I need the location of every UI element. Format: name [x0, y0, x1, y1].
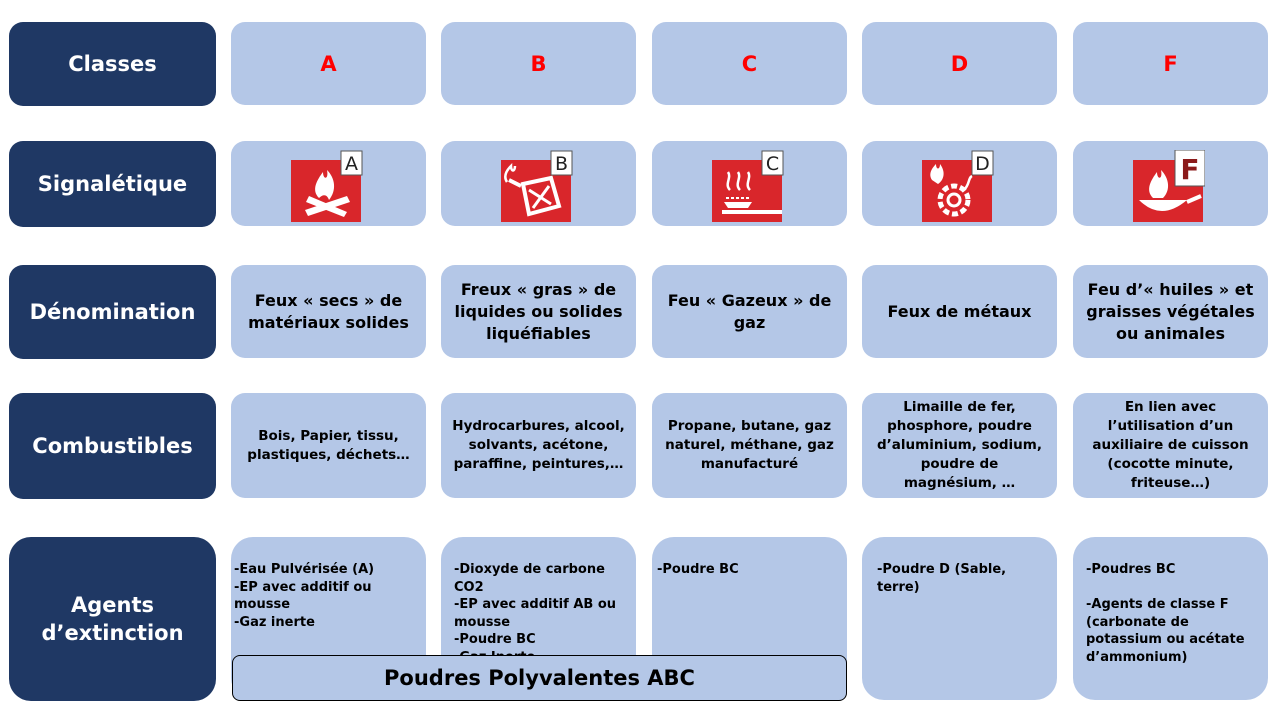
agents-cell-f	[1073, 537, 1268, 700]
combustibles-cell-a	[231, 393, 426, 498]
row-header-signaletique-label: Signalétique	[37, 172, 188, 196]
agents-list	[877, 561, 1053, 596]
pictogram-letter: F	[1180, 153, 1200, 186]
row-header-combustibles-label: Combustibles	[32, 434, 193, 458]
row-header-agents	[9, 537, 216, 701]
combustibles-text: En lien avec l’utilisation d’un auxiliaire de cuisson (cocotte minute, friteuse…)	[1092, 399, 1249, 491]
class-letter: B	[530, 51, 547, 76]
agent-item: -Poudre BC	[454, 632, 536, 647]
denomination-text: Feu d’« huiles » et graisses végétales ou animales	[1086, 279, 1255, 343]
class-cell-a	[231, 22, 426, 105]
class-letter: D	[950, 51, 969, 76]
sign-cell-f	[1073, 141, 1268, 226]
combustibles-cell-d	[862, 393, 1057, 498]
sign-cell-c	[652, 141, 847, 226]
sign-cell-b	[441, 141, 636, 226]
agent-item: -Poudre BC	[657, 562, 739, 577]
solid-fire-icon	[289, 150, 363, 224]
row-header-combustibles	[9, 393, 216, 499]
row-header-agents-line2: d’extinction	[41, 621, 184, 645]
denomination-text: Feux de métaux	[887, 301, 1032, 321]
liquid-fire-icon	[499, 150, 573, 224]
agent-item: -Poudre D (Sable, terre)	[877, 562, 1007, 595]
denomination-cell-c	[652, 265, 847, 358]
agents-cell-d	[862, 537, 1057, 700]
agent-item: -Gaz inerte	[234, 614, 315, 630]
pictogram-letter: D	[975, 153, 990, 175]
combustibles-cell-c	[652, 393, 847, 498]
agent-item: -Agents de classe F (carbonate de potassium ou acétate d’ammonium)	[1086, 597, 1245, 665]
combustibles-text: Hydrocarbures, alcool, solvants, acétone, paraffine, peintures,…	[452, 418, 625, 472]
denomination-cell-b	[441, 265, 636, 358]
agent-item-spacer	[1086, 579, 1264, 597]
abc-powder-bar	[232, 655, 847, 701]
row-header-signaletique	[9, 141, 216, 227]
agent-item: -Dioxyde de carbone CO2	[454, 562, 605, 595]
row-header-denomination	[9, 265, 216, 359]
row-header-denomination-label: Dénomination	[29, 300, 196, 324]
sign-cell-a	[231, 141, 426, 226]
agents-list	[1086, 561, 1264, 666]
denomination-cell-d	[862, 265, 1057, 358]
row-header-classes	[9, 22, 216, 106]
metal-fire-icon	[920, 150, 994, 224]
combustibles-text: Propane, butane, gaz naturel, méthane, gaz manufacturé	[665, 418, 834, 472]
row-header-agents-line1: Agents	[70, 593, 154, 617]
abc-powder-label: Poudres Polyvalentes ABC	[384, 666, 695, 690]
agent-item: -Eau Pulvérisée (A)	[234, 562, 375, 577]
cooking-oil-fire-icon	[1131, 150, 1205, 224]
combustibles-text: Bois, Papier, tissu, plastiques, déchets…	[247, 427, 410, 463]
agents-list	[657, 561, 739, 579]
agent-item: -Poudres BC	[1086, 562, 1176, 577]
agents-list	[454, 561, 632, 666]
class-cell-c	[652, 22, 847, 105]
pictogram-letter: C	[765, 153, 780, 175]
agent-item: -EP avec additif ou mousse	[234, 579, 372, 612]
denomination-text: Feu « Gazeux » de gaz	[667, 290, 832, 332]
agents-list	[234, 561, 422, 631]
combustibles-cell-b	[441, 393, 636, 498]
class-cell-f	[1073, 22, 1268, 105]
class-cell-b	[441, 22, 636, 105]
sign-cell-d	[862, 141, 1057, 226]
agent-item: -EP avec additif AB ou mousse	[454, 597, 616, 630]
pictogram-letter: A	[345, 153, 358, 175]
denomination-cell-f	[1073, 265, 1268, 358]
class-letter: C	[741, 51, 758, 76]
combustibles-text: Limaille de fer, phosphore, poudre d’aluminium, sodium, poudre de magnésium, …	[877, 399, 1042, 491]
class-letter: A	[320, 51, 337, 76]
class-cell-d	[862, 22, 1057, 105]
class-letter: F	[1163, 51, 1178, 76]
denomination-text: Freux « gras » de liquides ou solides liquéfiables	[454, 279, 623, 343]
combustibles-cell-f	[1073, 393, 1268, 498]
row-header-classes-label: Classes	[68, 52, 157, 76]
denomination-cell-a	[231, 265, 426, 358]
denomination-text: Feux « secs » de matériaux solides	[248, 290, 409, 332]
gas-fire-icon	[710, 150, 784, 224]
pictogram-letter: B	[554, 153, 569, 175]
